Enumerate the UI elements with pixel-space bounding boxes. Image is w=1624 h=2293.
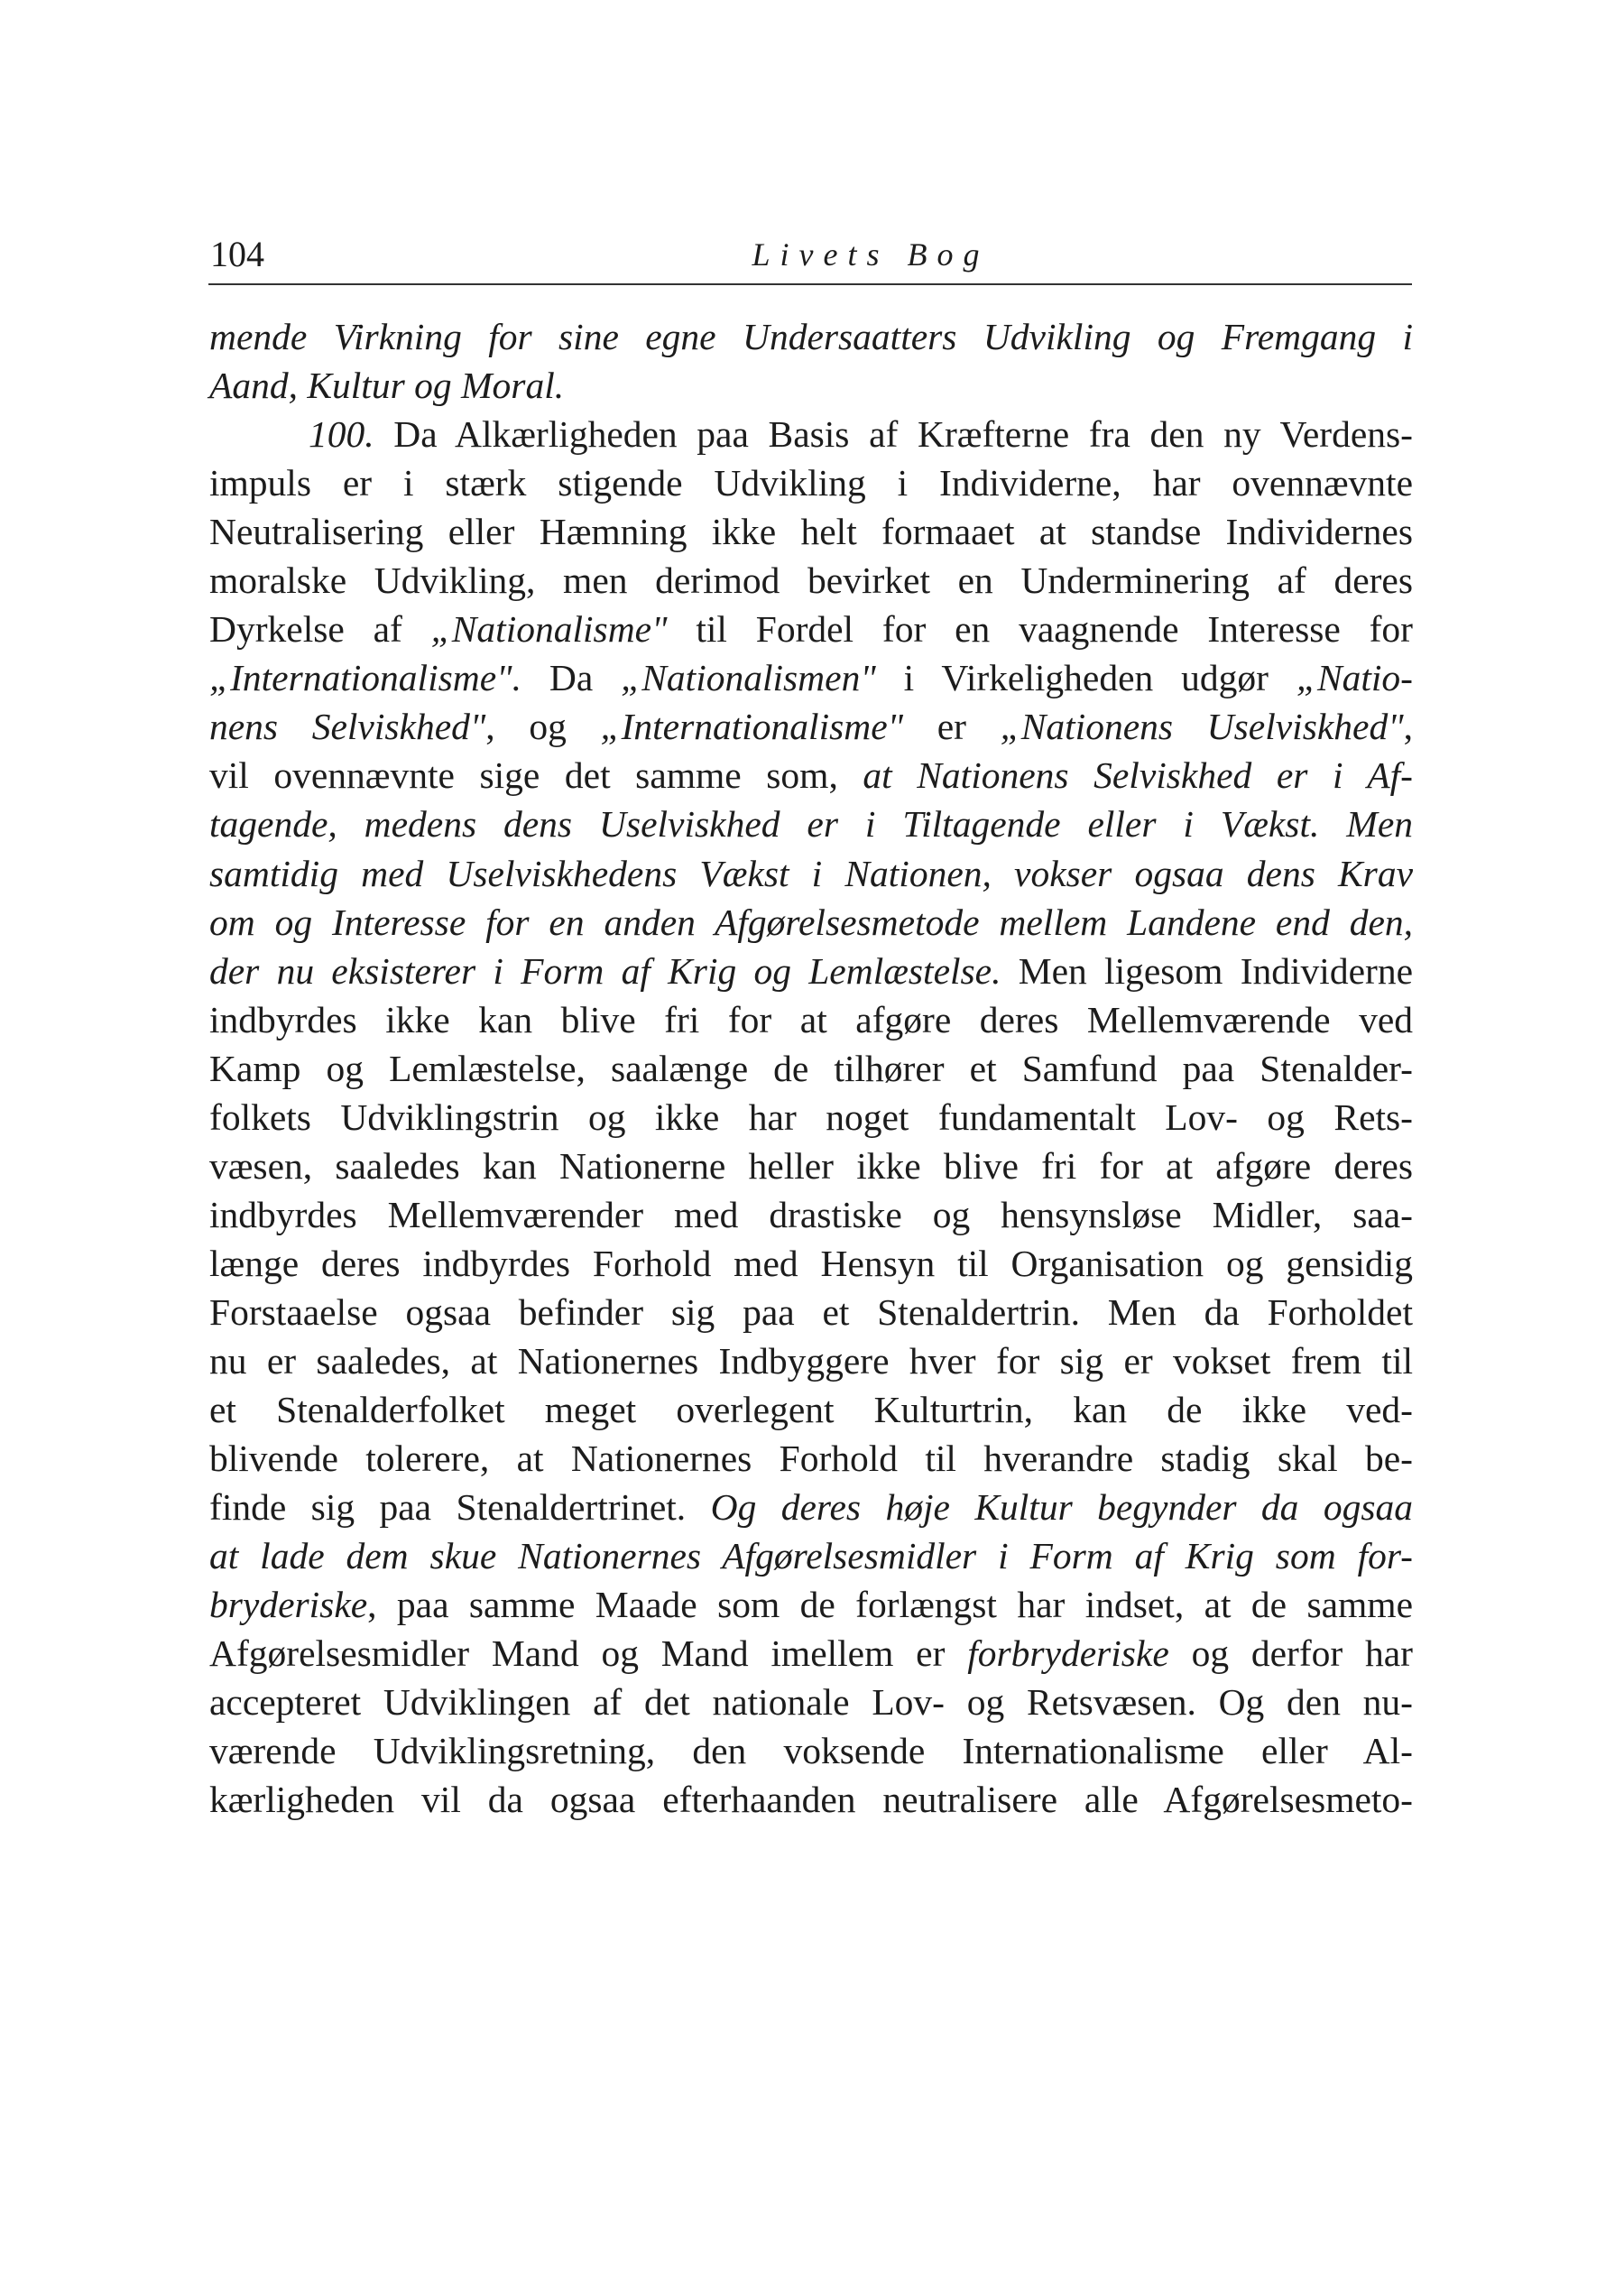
text-run: , paa samme Maade som de forlængst har indset, at de samme: [367, 1584, 1413, 1626]
text-line: [209, 947, 1413, 995]
text-line: [209, 312, 1413, 361]
text-run: Da: [521, 657, 622, 699]
italic-text: „Nationalisme": [430, 608, 668, 651]
text-line: [209, 702, 1413, 751]
text-line: Forstaaelse ogsaa befinder sig paa et Stenaldertrin. Men da Forholdet: [209, 1290, 1413, 1333]
italic-text: Aand, Kultur og Moral.: [209, 365, 565, 407]
italic-text: at lade dem skue Nationernes Afgørelsesmidler i Form af Krig som for-: [209, 1535, 1413, 1577]
text-run: Da Alkærligheden paa Basis af Kræfterne fra den ny Verdens-: [393, 413, 1413, 456]
body-text: [209, 312, 1413, 1824]
italic-text: der nu eksisterer i Form af Krig og Lemlæstelse.: [209, 949, 1001, 992]
text-line: Neutralisering eller Hæmning ikke helt formaaet at standse Individernes: [209, 511, 1413, 553]
text-line: indbyrdes ikke kan blive fri for at afgøre deres Mellemværende ved: [209, 998, 1413, 1040]
text-run: Dyrkelse af: [209, 608, 431, 651]
text-line: moralske Udvikling, men derimod bevirket en Underminering af deres: [209, 559, 1413, 602]
text-line: kærligheden vil da ogsaa efterhaanden neutralisere alle Afgørelsesmeto-: [209, 1779, 1413, 1821]
running-title: Livets Bog: [752, 236, 990, 273]
text-run: finde sig paa Stenaldertrinet.: [209, 1486, 711, 1529]
text-line: folkets Udviklingstrin og ikke har noget fundamentalt Lov- og Rets-: [209, 1096, 1413, 1138]
text-line: væsen, saaledes kan Nationerne heller ikke blive fri for at afgøre deres: [209, 1144, 1413, 1187]
text-line: [209, 653, 1413, 702]
text-line: indbyrdes Mellemværender med drastiske og hensynsløse Midler, saa-: [209, 1193, 1413, 1235]
text-line: [209, 605, 1413, 653]
text-run: i Virkeligheden udgør: [875, 657, 1296, 699]
text-line: [209, 898, 1413, 947]
text-run: ,: [1403, 706, 1413, 748]
text-run: vil ovennævnte sige det samme som,: [209, 754, 863, 797]
header-rule: [208, 283, 1412, 285]
italic-text: samtidig med Uselviskhedens Vækst i Nationen, vokser ogsaa dens Krav: [209, 852, 1413, 894]
text-run: er: [903, 706, 1001, 748]
italic-text: at Nationens Selviskhed er i Af-: [863, 754, 1414, 797]
italic-text: tagende, medens dens Uselviskhed er i Tiltagende eller i Vækst. Men: [209, 803, 1413, 846]
text-run: Afgørelsesmidler Mand og Mand imellem er: [209, 1632, 968, 1675]
italic-text: forbryderiske: [967, 1632, 1169, 1675]
text-line: accepteret Udviklingen af det nationale Lov- og Retsvæsen. Og den nu-: [209, 1681, 1413, 1724]
paragraph-1: [209, 312, 1413, 410]
text-run: Men ligesom Individerne: [1001, 949, 1413, 992]
text-line: [209, 849, 1413, 898]
italic-text: om og Interesse for en anden Afgørelsesmetode mellem Landene end den,: [209, 901, 1413, 943]
text-line: længe deres indbyrdes Forhold med Hensyn til Organisation og gensidig: [209, 1242, 1413, 1284]
italic-text: „Internationalisme": [600, 706, 904, 748]
italic-text: mende Virkning for sine egne Undersaatters Udvikling og Fremgang i: [209, 316, 1413, 357]
text-line: [209, 1629, 1413, 1678]
italic-text: bryderiske: [209, 1584, 368, 1626]
italic-text: „Natio-: [1296, 657, 1413, 699]
text-line: [209, 751, 1413, 800]
text-run: , og: [485, 706, 601, 748]
text-line: [209, 361, 1413, 410]
italic-text: „Nationens Uselviskhed": [1000, 706, 1404, 748]
text-run: til Fordel for en vaagnende Interesse for: [667, 608, 1413, 651]
text-line: et Stenalderfolket meget overlegent Kulturtrin, kan de ikke ved-: [209, 1389, 1413, 1431]
text-run: og derfor har: [1168, 1632, 1413, 1675]
italic-text: Og deres høje Kultur begynder da ogsaa: [710, 1486, 1413, 1529]
italic-text: „Internationalisme".: [209, 657, 521, 699]
text-line: værende Udviklingsretning, den voksende Internationalisme eller Al-: [209, 1730, 1413, 1772]
section-number: 100.: [309, 413, 374, 456]
text-line: nu er saaledes, at Nationernes Indbyggere hver for sig er vokset frem til: [209, 1339, 1413, 1382]
text-line: impuls er i stærk stigende Udvikling i Individerne, har ovennævnte: [209, 462, 1413, 504]
italic-text: nens Selviskhed": [209, 706, 486, 748]
text-line: [209, 800, 1413, 848]
italic-text: „Nationalismen": [621, 657, 876, 699]
text-line: [209, 1483, 1413, 1531]
text-line: [209, 1531, 1413, 1580]
text-line: [209, 410, 1413, 458]
paragraph-100: [209, 410, 1413, 1824]
text-line: blivende tolerere, at Nationernes Forhold til hverandre stadig skal be-: [209, 1438, 1413, 1480]
text-line: Kamp og Lemlæstelse, saalænge de tilhører et Samfund paa Stenalder-: [209, 1047, 1413, 1089]
page-number: 104: [210, 234, 264, 274]
text-line: [209, 1580, 1413, 1629]
